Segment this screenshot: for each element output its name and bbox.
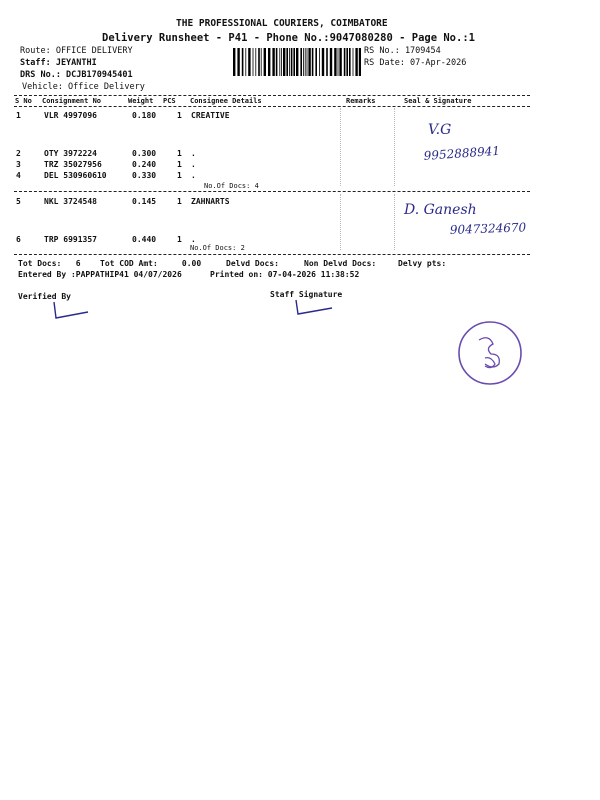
header-bottom-rule: [14, 106, 530, 107]
staff-signature-label: Staff Signature: [270, 290, 343, 299]
row-consignment: TRZ 35027956: [44, 160, 102, 169]
barcode: [233, 48, 361, 76]
row-sno: 5: [16, 197, 21, 206]
drs-number: DRS No.: DCJB170945401: [20, 70, 133, 80]
route-label: Route: OFFICE DELIVERY: [20, 46, 133, 56]
row-consignment: DEL 530960610: [44, 171, 107, 180]
row-weight: 0.180: [132, 111, 157, 120]
row-weight: 0.240: [132, 160, 157, 169]
entered-by: Entered By :PAPPATHIP41 04/07/2026: [18, 270, 182, 279]
row-consignee: ZAHNARTS: [191, 197, 230, 206]
total-cod: Tot COD Amt: 0.00: [100, 259, 202, 268]
handwritten-signature-2: [400, 196, 550, 244]
vehicle-label: Vehicle: Office Delivery: [22, 82, 145, 92]
row-sno: 3: [16, 160, 21, 169]
row-sno: 4: [16, 171, 21, 180]
row-consignment: VLR 4997096: [44, 111, 97, 120]
header-top-rule: [14, 95, 530, 96]
column-divider: [394, 108, 395, 186]
row-pcs: 1: [177, 160, 182, 169]
row-pcs: 1: [177, 149, 182, 158]
row-pcs: 1: [177, 111, 182, 120]
verified-signature: [44, 300, 94, 322]
row-consignment: OTY 3972224: [44, 149, 97, 158]
row-consignee: .: [191, 160, 196, 169]
col-pcs: PCS: [163, 97, 176, 105]
staff-label: Staff: JEYANTHI: [20, 58, 97, 68]
row-weight: 0.440: [132, 235, 157, 244]
svg-text:9952888941: 9952888941: [423, 143, 501, 163]
col-consignment: Consignment No: [42, 97, 102, 105]
row-weight: 0.330: [132, 171, 157, 180]
runsheet-title: Delivery Runsheet - P41 - Phone No.:9047080280 - Page No.:1: [102, 32, 475, 44]
row-consignment: NKL 3724548: [44, 197, 97, 206]
row-sno: 2: [16, 149, 21, 158]
col-weight: Weight: [128, 97, 154, 105]
group-doc-count: No.Of Docs: 4: [204, 182, 259, 190]
rs-number: RS No.: 1709454: [364, 46, 441, 56]
delivered-docs: Delvd Docs:: [226, 259, 279, 268]
row-sno: 6: [16, 235, 21, 244]
seal-stamp: [455, 318, 525, 388]
svg-text:D. Ganesh: D. Ganesh: [404, 202, 477, 218]
col-sno: S No: [15, 97, 32, 105]
total-docs: Tot Docs: 6: [18, 259, 81, 268]
row-sno: 1: [16, 111, 21, 120]
printed-on: Printed on: 07-04-2026 11:38:52: [210, 270, 360, 279]
row-pcs: 1: [177, 171, 182, 180]
column-divider: [340, 108, 341, 186]
col-consignee: Consignee Details: [190, 97, 262, 105]
company-title: THE PROFESSIONAL COURIERS, COIMBATORE: [176, 18, 388, 29]
row-consignment: TRP 6991357: [44, 235, 97, 244]
row-weight: 0.145: [132, 197, 157, 206]
col-remarks: Remarks: [346, 97, 376, 105]
column-divider: [340, 194, 341, 250]
group-rule: [14, 191, 530, 192]
group-rule: [14, 254, 530, 255]
column-divider: [394, 194, 395, 250]
rs-date: RS Date: 07-Apr-2026: [364, 58, 467, 68]
row-consignee: .: [191, 235, 196, 244]
row-consignee: .: [191, 149, 196, 158]
group-doc-count: No.Of Docs: 2: [190, 244, 245, 252]
row-consignee: .: [191, 171, 196, 180]
svg-text:9047324670: 9047324670: [449, 220, 527, 237]
handwritten-signature-1: [410, 118, 560, 176]
row-pcs: 1: [177, 235, 182, 244]
non-delivered-docs: Non Delvd Docs:: [304, 259, 377, 268]
delivery-points: Delvy pts:: [398, 259, 447, 268]
row-consignee: CREATIVE: [191, 111, 230, 120]
verified-by-label: Verified By: [18, 292, 71, 301]
row-pcs: 1: [177, 197, 182, 206]
row-weight: 0.300: [132, 149, 157, 158]
col-seal: Seal & Signature: [404, 97, 472, 105]
svg-text:V.G: V.G: [428, 122, 452, 138]
staff-signature: [288, 298, 338, 320]
